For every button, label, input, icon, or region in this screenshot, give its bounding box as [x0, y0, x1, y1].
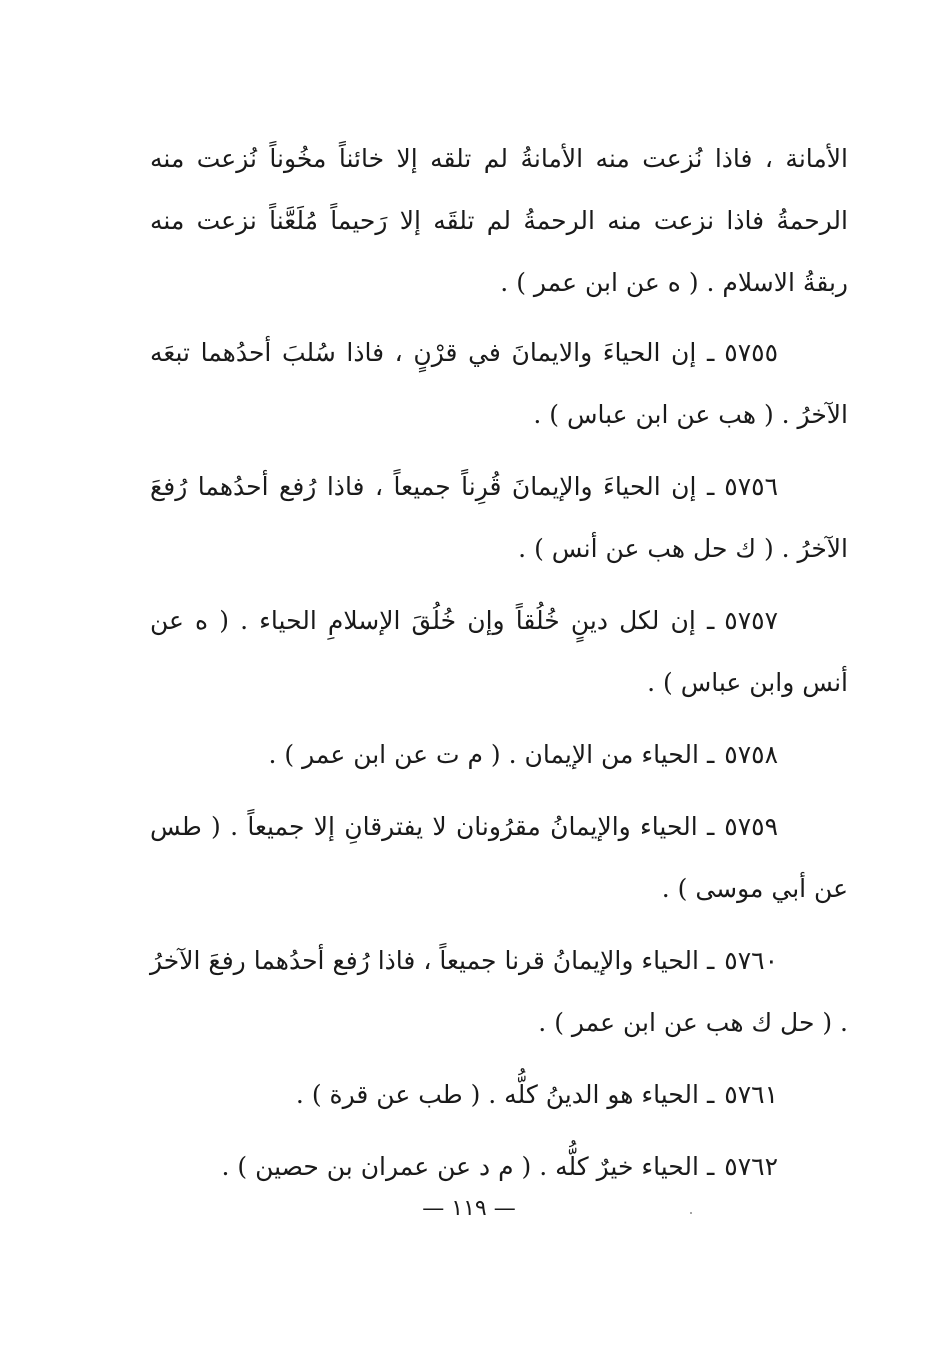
hadith-entry [150, 1064, 848, 1126]
hadith-entry [150, 930, 848, 1054]
entry-number: ٥٧٥٧ [724, 606, 778, 635]
hadith-entry [150, 724, 848, 786]
entry-dash: ـ [706, 472, 715, 501]
entry-number: ٥٧٦٢ [724, 1152, 778, 1181]
entry-text: الحياء والإيمانُ مقرُونان لا يفترقانِ إلا جميعاً . ( طس عن أبي موسى ) . [150, 812, 848, 903]
page-number: — ١١٩ — [422, 1196, 516, 1221]
entry-number: ٥٧٥٦ [724, 472, 778, 501]
entry-dash: ـ [706, 338, 715, 367]
entry-dash: ـ [706, 946, 715, 975]
hadith-entry [150, 456, 848, 580]
entry-text: الحياء والإيمانُ قرنا جميعاً ، فاذا رُفع أحدُهما رفعَ الآخرُ . ( حل ك هب عن ابن عمر ) . [150, 946, 848, 1037]
hadith-entry [150, 796, 848, 920]
entry-text: إن لكل دينٍ خُلُقاً وإن خُلُقَ الإسلامِ الحياء . ( ه عن أنس وابن عباس ) . [150, 606, 848, 697]
entry-number: ٥٧٦١ [724, 1080, 778, 1109]
hadith-entry [150, 322, 848, 446]
entry-dash: ـ [706, 606, 715, 635]
entry-text: الحياء خيرٌ كلُّه . ( م د عن عمران بن حصين ) . [221, 1152, 699, 1181]
entry-text: إن الحياءَ والايمانَ في قرْنٍ ، فاذا سُلبَ أحدُهما تبعَه الآخرُ . ( هب عن ابن عباس ) . [150, 338, 848, 429]
entry-number: ٥٧٥٥ [724, 338, 778, 367]
entry-dash: ـ [706, 812, 715, 841]
hadith-entry [150, 590, 848, 714]
entry-number: ٥٧٥٩ [724, 812, 778, 841]
entry-number: ٥٧٦٠ [724, 946, 778, 975]
entry-text: الحياء من الإيمان . ( م ت عن ابن عمر ) . [268, 740, 699, 769]
entry-dash: ـ [706, 1152, 715, 1181]
intro-paragraph: الأمانة ، فاذا نُزعت منه الأمانةُ لم تلقه إلا خائناً مخُوناً نُزعت منه الرحمةُ فاذا نزعت منه الرحمةُ لم تلقَه إلا رَحيماً مُلَعَّناً نزعت منه ربقةُ الاسلام . ( ه عن ابن عمر ) . [150, 144, 848, 297]
entry-dash: ـ [706, 740, 715, 769]
hadith-text-block [150, 128, 848, 1208]
entry-text: الحياء هو الدينُ كلُّه . ( طب عن قرة ) . [295, 1080, 699, 1109]
hadith-entry [150, 1136, 848, 1198]
entry-number: ٥٧٥٨ [724, 740, 778, 769]
entry-dash: ـ [706, 1080, 715, 1109]
entry-text: إن الحياءَ والإيمانَ قُرِناً جميعاً ، فاذا رُفع أحدُهما رُفعَ الآخرُ . ( ك حل هب عن أنس ) . [150, 472, 848, 563]
scan-speck [690, 1212, 692, 1214]
